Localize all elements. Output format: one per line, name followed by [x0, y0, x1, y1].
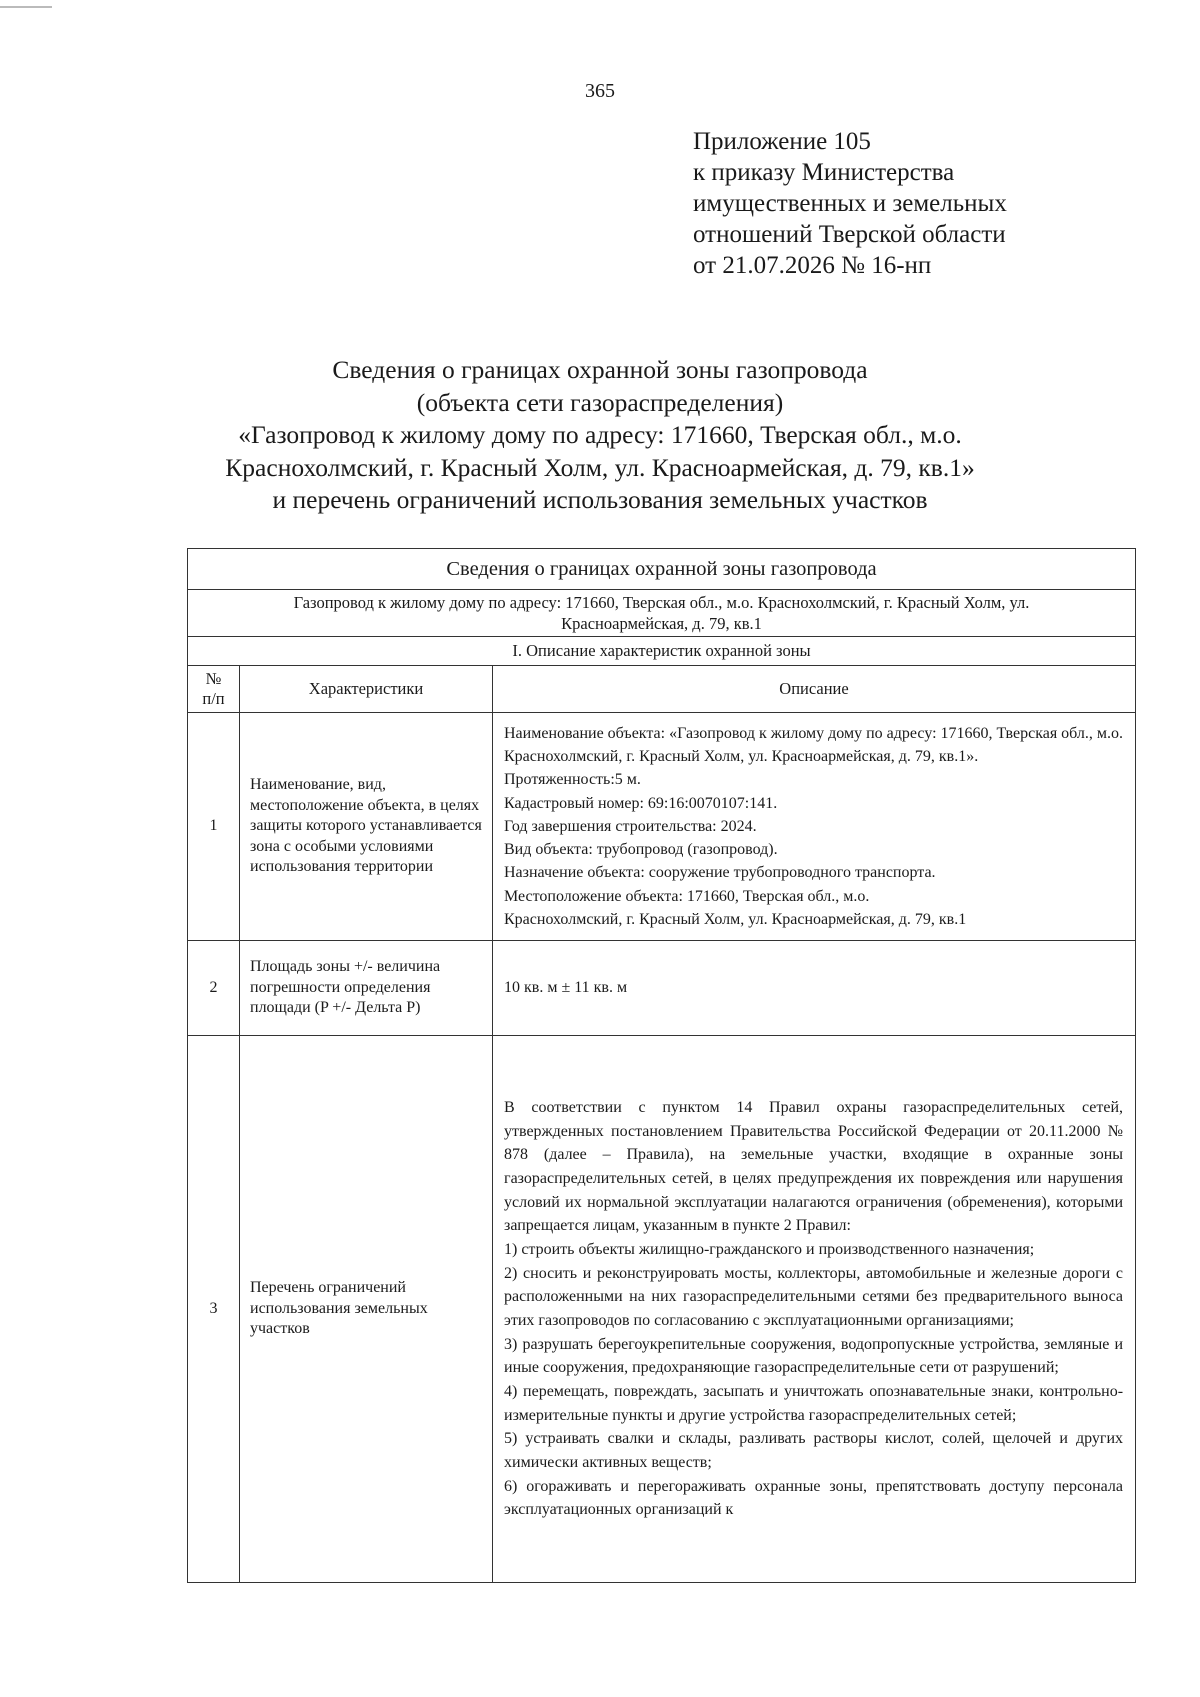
table-row: [188, 1036, 1136, 1583]
row-characteristic: Перечень ограничений использования земельных участков: [240, 1036, 493, 1583]
description-paragraph: Местоположение объекта: 171660, Тверская обл., м.о.: [504, 887, 870, 905]
scan-edge-mark: [0, 6, 52, 8]
page-number: 365: [585, 80, 615, 102]
description-paragraph: Вид объекта: трубопровод (газопровод).: [504, 841, 778, 859]
row-description: [493, 1036, 1136, 1583]
table-row: [188, 713, 1136, 941]
column-header-characteristics: Характеристики: [240, 666, 493, 713]
row-description: 10 кв. м ± 11 кв. м: [493, 941, 1136, 1036]
table-row: [188, 941, 1136, 1036]
object-name-line: Красноармейская, д. 79, кв.1: [561, 614, 762, 633]
object-name-line: Газопровод к жилому дому по адресу: 171660, Тверская обл., м.о. Краснохолмский, г. Красный Холм, ул.: [293, 593, 1030, 612]
appendix-block: [693, 126, 1007, 281]
appendix-line: от 21.07.2026 № 16-нп: [693, 252, 932, 279]
description-paragraph: 3) разрушать берегоукрепительные сооружения, водопропускные устройства, земляные и иные сооружения, предохраняющие газораспределительные сети от разрушений;: [504, 1335, 1124, 1377]
document-title: [0, 354, 1200, 517]
description-paragraph: Кадастровый номер: 69:16:0070107:141.: [504, 794, 778, 812]
column-header-number-line: п/п: [202, 689, 225, 708]
description-paragraph: Краснохолмский, г. Красный Холм, ул. Красноармейская, д. 79, кв.1: [504, 911, 967, 929]
row-number: 2: [188, 941, 240, 1036]
appendix-line: Приложение 105: [693, 128, 871, 155]
description-paragraph: 1) строить объекты жилищно-гражданского и производственного назначения;: [504, 1241, 1035, 1259]
description-paragraph: 5) устраивать свалки и склады, разливать растворы кислот, солей, щелочей и других химически активных веществ;: [504, 1430, 1124, 1471]
title-line: Краснохолмский, г. Красный Холм, ул. Красноармейская, д. 79, кв.1»: [225, 452, 975, 482]
title-line: (объекта сети газораспределения): [416, 387, 784, 417]
description-paragraph: Протяженность:5 м.: [504, 771, 641, 789]
description-paragraph: 4) перемещать, повреждать, засыпать и уничтожать опознавательные знаки, контрольно-измерительные пункты и другие устройства газораспределительных сетей;: [504, 1382, 1124, 1424]
description-paragraph: В соответствии с пунктом 14 Правил охраны газораспределительных сетей, утвержденных постановлением Правительства Российской Федерации от 20.11.2000 № 878 (далее – Правила), на земельные участки, входящие в охранные зоны газораспределительных сетей, в целях предупреждения их повреждения или нарушения условий их нормальной эксплуатации налагаются ограничения (обременения), которыми запрещается лицам, указанным в пункте 2 Правил:: [504, 1099, 1124, 1235]
description-paragraph: 6) огораживать и перегораживать охранные зоны, препятствовать доступу персонала эксплуатационных организаций к: [504, 1477, 1124, 1519]
title-line: и перечень ограничений использования земельных участков: [272, 485, 928, 514]
row-characteristic: Площадь зоны +/- величина погрешности определения площади (P +/- Дельта P): [240, 941, 493, 1036]
title-line: Сведения о границах охранной зоны газопровода: [332, 355, 868, 384]
section-heading: I. Описание характеристик охранной зоны: [188, 637, 1136, 666]
description-paragraph: 2) сносить и реконструировать мосты, коллекторы, автомобильные и железные дороги с расположенными на них газораспределительными сетями без предварительного выноса этих газопроводов по согласованию с эксплуатационными организациями;: [504, 1264, 1124, 1329]
object-name-cell: [188, 590, 1136, 637]
appendix-line: отношений Тверской области: [693, 221, 1006, 248]
protection-zone-table: [187, 548, 1136, 1583]
row-description: [493, 713, 1136, 941]
row-number: 1: [188, 713, 240, 941]
row-characteristic: Наименование, вид, местоположение объекта, в целях защиты которого устанавливается зона с особыми условиями использования территории: [240, 713, 493, 941]
description-paragraph: Назначение объекта: сооружение трубопроводного транспорта.: [504, 864, 936, 882]
appendix-line: имущественных и земельных: [693, 190, 1007, 217]
title-line: «Газопровод к жилому дому по адресу: 171660, Тверская обл., м.о.: [238, 420, 962, 449]
description-paragraph: Год завершения строительства: 2024.: [504, 817, 757, 835]
description-paragraph: Наименование объекта: «Газопровод к жилому дому по адресу: 171660, Тверская обл., м.о. Краснохолмский, г. Красный Холм, ул. Красноармейская, д. 79, кв.1».: [504, 724, 1124, 765]
appendix-line: к приказу Министерства: [693, 159, 955, 186]
row-number: 3: [188, 1036, 240, 1583]
table-header: Сведения о границах охранной зоны газопровода: [188, 549, 1136, 590]
column-header-number-line: №: [205, 669, 222, 688]
column-header-number: [188, 666, 240, 713]
column-header-description: Описание: [493, 666, 1136, 713]
